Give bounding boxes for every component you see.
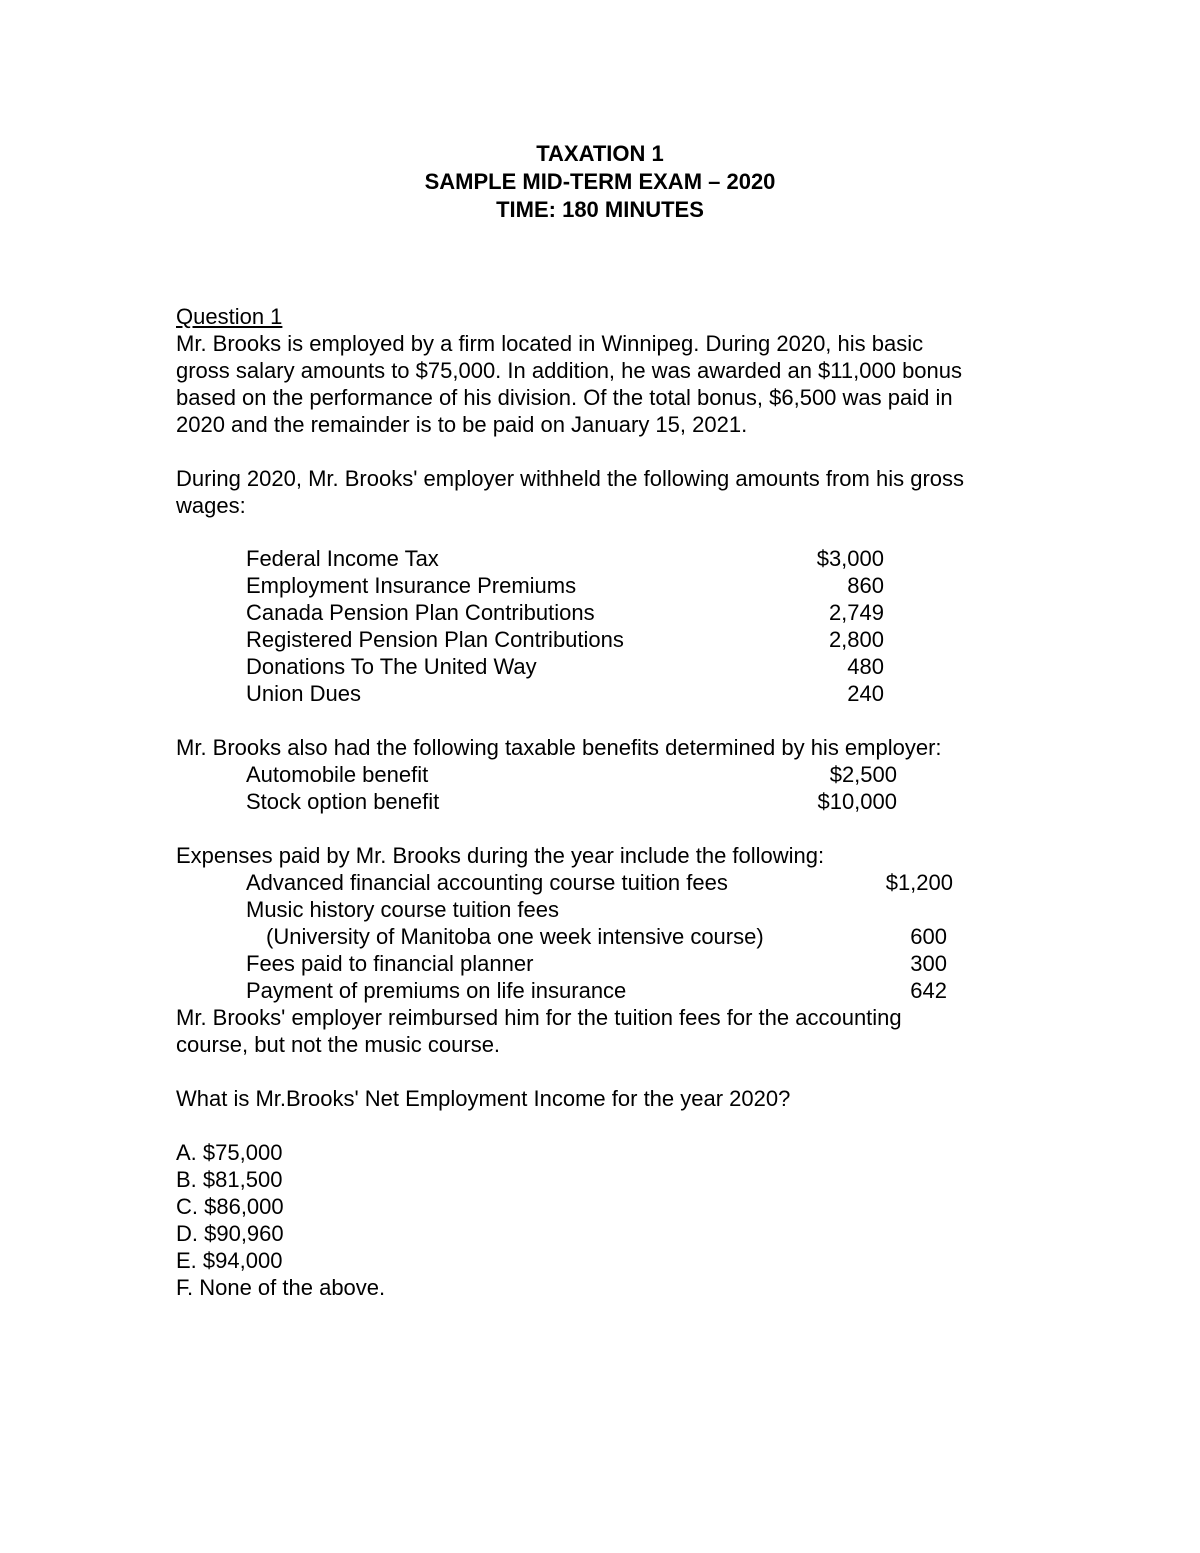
expense-amount: 300 — [910, 951, 947, 976]
withheld-line: wages: — [176, 493, 246, 518]
reimbursement-note — [176, 1004, 1056, 1058]
question-prompt: What is Mr.Brooks' Net Employment Income for the year 2020? — [176, 1086, 791, 1111]
expense-label: Payment of premiums on life insurance — [246, 978, 627, 1003]
withholding-amount: $3,000 — [816, 546, 884, 571]
withheld-intro — [176, 465, 1056, 519]
withholding-row — [176, 680, 1056, 707]
benefit-amount: $2,500 — [829, 762, 897, 787]
withholding-row — [176, 545, 1056, 572]
benefit-row — [176, 788, 1056, 815]
withholding-amount: 2,749 — [828, 600, 884, 625]
answer-choice-d: D. $90,960 — [176, 1221, 284, 1246]
answer-choice-c: C. $86,000 — [176, 1194, 284, 1219]
answer-choices — [176, 1139, 1056, 1301]
withholding-amount: 860 — [847, 573, 884, 598]
withholding-amount: 240 — [847, 681, 884, 706]
question-1 — [176, 303, 1056, 1301]
expense-amount: 642 — [910, 978, 947, 1003]
withholding-row — [176, 572, 1056, 599]
answer-choice-e: E. $94,000 — [176, 1248, 283, 1273]
intro-line: Mr. Brooks is employed by a firm located in Winnipeg. During 2020, his basic — [176, 331, 924, 356]
withholding-amount: 2,800 — [828, 627, 884, 652]
expense-row — [176, 896, 1056, 923]
course-title: TAXATION 1 — [536, 141, 664, 166]
withholding-row — [176, 626, 1056, 653]
withholding-label: Federal Income Tax — [246, 546, 439, 571]
benefit-amount: $10,000 — [817, 789, 897, 814]
reimbursement-line: Mr. Brooks' employer reimbursed him for the tuition fees for the accounting — [176, 1005, 902, 1030]
expense-label: (University of Manitoba one week intensive course) — [266, 924, 764, 949]
expense-row — [176, 869, 1056, 896]
exam-time: TIME: 180 MINUTES — [496, 197, 704, 222]
expense-amount: 600 — [910, 924, 947, 949]
expense-label: Fees paid to financial planner — [246, 951, 534, 976]
reimbursement-line: course, but not the music course. — [176, 1032, 501, 1057]
answer-choice-b: B. $81,500 — [176, 1167, 283, 1192]
expense-row — [176, 977, 1056, 1004]
withholding-label: Union Dues — [246, 681, 361, 706]
answer-choice-f: F. None of the above. — [176, 1275, 386, 1300]
withholding-label: Employment Insurance Premiums — [246, 573, 577, 598]
benefits-table — [176, 761, 1056, 815]
expense-row — [176, 950, 1056, 977]
exam-header — [0, 140, 1200, 224]
intro-line: 2020 and the remainder is to be paid on January 15, 2021. — [176, 412, 748, 437]
withholding-label: Registered Pension Plan Contributions — [246, 627, 624, 652]
expense-label: Advanced financial accounting course tuition fees — [246, 870, 728, 895]
answer-choice-a: A. $75,000 — [176, 1140, 283, 1165]
withholding-label: Canada Pension Plan Contributions — [246, 600, 595, 625]
expense-row — [176, 923, 1056, 950]
expense-amount: $1,200 — [885, 870, 953, 895]
withholdings-table — [176, 545, 1056, 707]
exam-title: SAMPLE MID-TERM EXAM – 2020 — [424, 169, 776, 194]
withholding-label: Donations To The United Way — [246, 654, 537, 679]
benefit-label: Automobile benefit — [246, 762, 429, 787]
benefit-label: Stock option benefit — [246, 789, 440, 814]
withholding-row — [176, 599, 1056, 626]
expense-label: Music history course tuition fees — [246, 897, 560, 922]
withholding-amount: 480 — [847, 654, 884, 679]
withheld-line: During 2020, Mr. Brooks' employer withheld the following amounts from his gross — [176, 466, 965, 491]
intro-line: gross salary amounts to $75,000. In addition, he was awarded an $11,000 bonus — [176, 358, 963, 383]
benefit-row — [176, 761, 1056, 788]
withholding-row — [176, 653, 1056, 680]
expenses-intro: Expenses paid by Mr. Brooks during the year include the following: — [176, 843, 825, 868]
question-title: Question 1 — [176, 304, 283, 329]
question-intro — [176, 330, 1056, 438]
expenses-table — [176, 869, 1056, 1004]
intro-line: based on the performance of his division. Of the total bonus, $6,500 was paid in — [176, 385, 953, 410]
benefits-intro: Mr. Brooks also had the following taxable benefits determined by his employer: — [176, 735, 942, 760]
